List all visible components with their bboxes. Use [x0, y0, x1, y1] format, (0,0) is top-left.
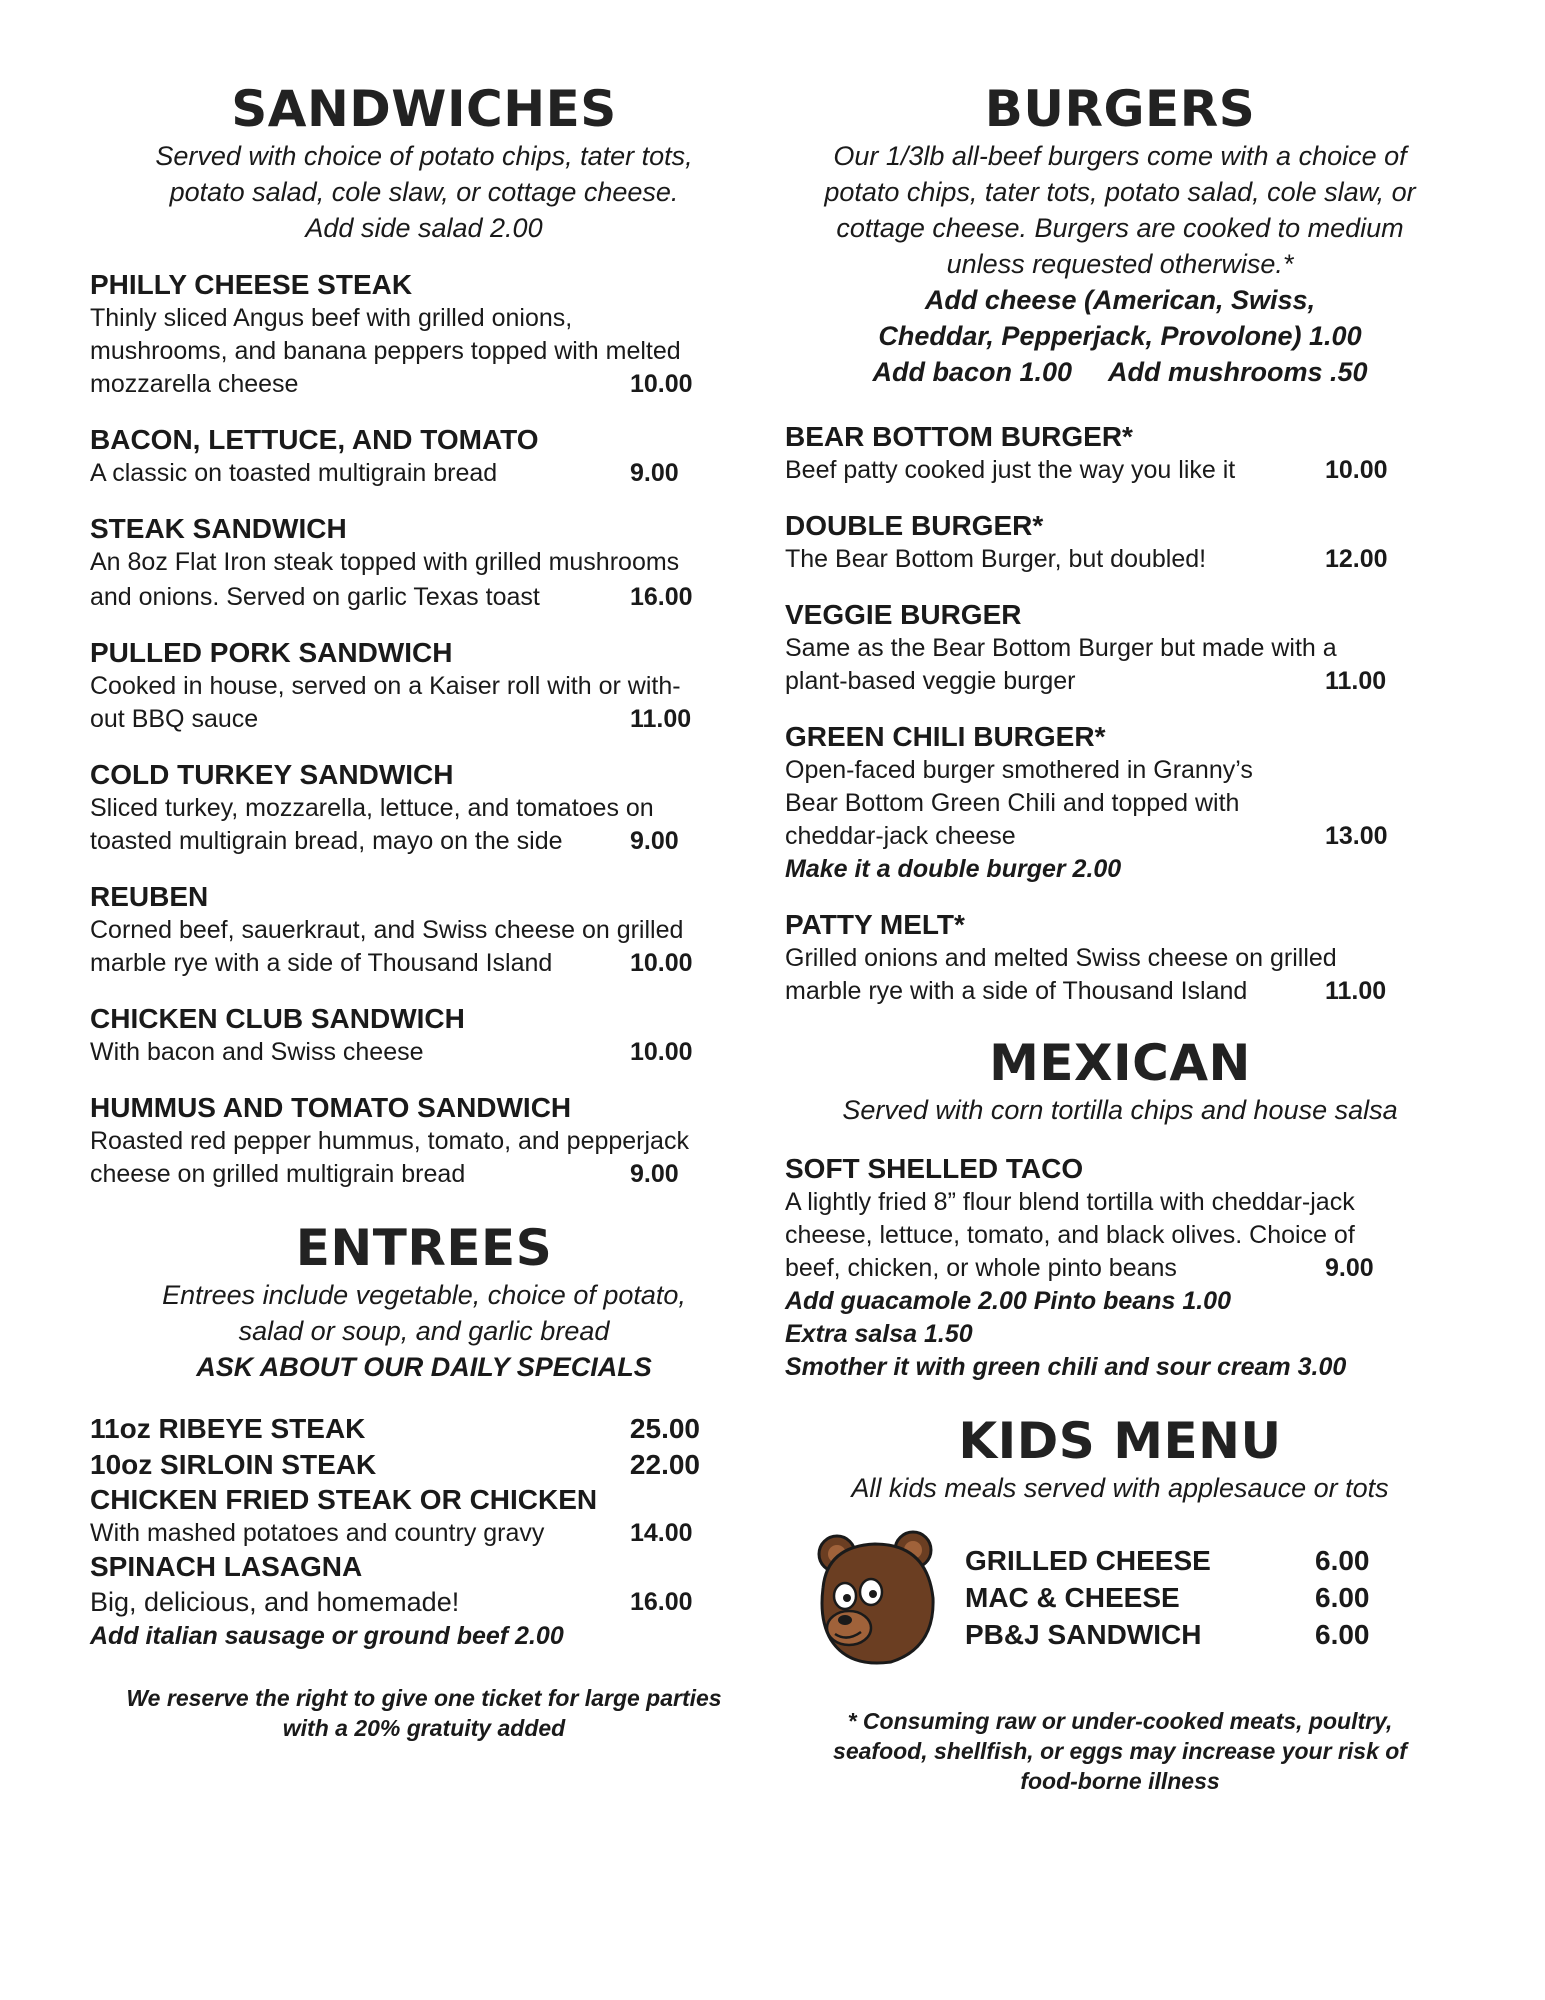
item-price: 22.00	[629, 1449, 700, 1480]
lasagna-addon: Add italian sausage or ground beef 2.00	[90, 1622, 564, 1650]
taco-addon: Add guacamole 2.00 Pinto beans 1.00	[785, 1287, 1231, 1315]
taco-addon: Smother it with green chili and sour cream 3.00	[785, 1353, 1347, 1381]
menu-item-ribeye: 11oz RIBEYE STEAK 25.00	[90, 1411, 700, 1447]
taco-addon: Extra salsa 1.50	[785, 1320, 973, 1348]
item-price: 10.00	[630, 949, 693, 977]
daily-specials-note: ASK ABOUT OUR DAILY SPECIALS	[196, 1352, 652, 1382]
raw-food-disclaimer: * Consuming raw or under-cooked meats, poultry, seafood, shellfish, or eggs may increase your risk of food-borne illness	[833, 1708, 1407, 1794]
menu-item-green-chili-burger: GREEN CHILI BURGER* Open-faced burger smothered in Granny’s Bear Bottom Green Chili and topped with cheddar-jack cheese 13.00 Make it a double burger 2.00	[785, 720, 1455, 886]
menu-item-steak-sandwich: STEAK SANDWICH An 8oz Flat Iron steak topped with grilled mushrooms and onions. Served on garlic Texas toast 16.00	[90, 512, 758, 614]
entrees-subtitle: Entrees include vegetable, choice of potato, salad or soup, and garlic bread ASK ABOUT OUR DAILY SPECIALS	[90, 1277, 758, 1385]
burgers-heading: BURGERS	[984, 80, 1256, 138]
item-price: 9.00	[630, 827, 679, 855]
kids-menu-heading: KIDS MENU	[958, 1412, 1282, 1470]
item-price: 6.00	[1315, 1545, 1370, 1576]
menu-item-sirloin: 10oz SIRLOIN STEAK 22.00	[90, 1447, 700, 1483]
item-price: 11.00	[1325, 667, 1387, 695]
kids-item: MAC & CHEESE 6.00	[965, 1579, 1385, 1616]
menu-item-reuben: REUBEN Corned beef, sauerkraut, and Swiss cheese on grilled marble rye with a side of Thousand Island 10.00	[90, 880, 758, 980]
item-price: 6.00	[1315, 1582, 1370, 1613]
menu-item-bear-bottom-burger: BEAR BOTTOM BURGER* Beef patty cooked just the way you like it 10.00	[785, 420, 1455, 487]
item-price: 9.00	[1325, 1254, 1374, 1282]
menu-item-blt: BACON, LETTUCE, AND TOMATO A classic on toasted multigrain bread 9.00	[90, 423, 758, 490]
sandwich-list	[90, 268, 758, 1191]
sandwiches-heading: SANDWICHES	[231, 80, 617, 138]
item-price: 16.00	[630, 1588, 693, 1616]
bear-icon	[805, 1528, 945, 1668]
item-price: 10.00	[630, 1038, 693, 1066]
mexican-heading: MEXICAN	[989, 1034, 1251, 1092]
kids-item: PB&J SANDWICH 6.00	[965, 1616, 1385, 1653]
green-chili-addon: Make it a double burger 2.00	[785, 855, 1122, 883]
item-price: 16.00	[630, 583, 693, 611]
left-column	[90, 80, 758, 1743]
entrees-heading: ENTREES	[295, 1219, 553, 1277]
menu-item-veggie-burger: VEGGIE BURGER Same as the Bear Bottom Burger but made with a plant-based veggie burger 11.00	[785, 598, 1455, 698]
item-price: 9.00	[630, 459, 679, 487]
kids-menu-subtitle: All kids meals served with applesauce or tots	[851, 1473, 1389, 1503]
item-price: 9.00	[630, 1160, 679, 1188]
item-price: 11.00	[630, 705, 692, 733]
right-column	[785, 80, 1455, 1796]
kids-item: GRILLED CHEESE 6.00	[965, 1542, 1385, 1579]
menu-item-cold-turkey: COLD TURKEY SANDWICH Sliced turkey, mozzarella, lettuce, and tomatoes on toasted multigrain bread, mayo on the side 9.00	[90, 758, 758, 858]
kids-item-list	[965, 1542, 1385, 1653]
item-price: 6.00	[1315, 1619, 1370, 1650]
item-price: 13.00	[1325, 822, 1388, 850]
item-price: 11.00	[1325, 977, 1387, 1005]
burger-addons-bacon-mushrooms: Add bacon 1.00 Add mushrooms .50	[872, 357, 1368, 387]
burgers-subtitle: Our 1/3lb all-beef burgers come with a choice of potato chips, tater tots, potato salad, cole slaw, or cottage cheese. Burgers are cooked to medium unless requested otherwise.* Add cheese (American, Swiss, Cheddar, Pepperjack, Provolone) 1.00 Add bacon 1.00 Add mushrooms .50	[785, 138, 1455, 390]
kids-menu-block	[785, 1528, 1455, 1678]
menu-item-chicken-club: CHICKEN CLUB SANDWICH With bacon and Swiss cheese 10.00	[90, 1002, 758, 1069]
item-price: 25.00	[629, 1413, 700, 1444]
menu-item-philly: PHILLY CHEESE STEAK Thinly sliced Angus beef with grilled onions, mushrooms, and banana peppers topped with melted mozzarella cheese 10.00	[90, 268, 758, 401]
menu-item-chicken-fried-steak: CHICKEN FRIED STEAK OR CHICKEN With mashed potatoes and country gravy 14.00	[90, 1483, 758, 1550]
menu-item-hummus: HUMMUS AND TOMATO SANDWICH Roasted red pepper hummus, tomato, and pepperjack cheese on grilled multigrain bread 9.00	[90, 1091, 758, 1191]
item-price: 14.00	[630, 1519, 693, 1547]
entree-list	[90, 1411, 758, 1653]
menu-item-spinach-lasagna: SPINACH LASAGNA Big, delicious, and homemade! 16.00 Add italian sausage or ground beef 2.00	[90, 1550, 758, 1653]
menu-item-double-burger: DOUBLE BURGER* The Bear Bottom Burger, but doubled! 12.00	[785, 509, 1455, 576]
menu-item-soft-shelled-taco: SOFT SHELLED TACO A lightly fried 8” flour blend tortilla with cheddar-jack cheese, lettuce, tomato, and black olives. Choice of beef, chicken, or whole pinto beans 9.00 Add guacamole 2.00 Pinto beans 1.00 Extra salsa 1.50 Smother it with green chili and sour cream 3.00	[785, 1152, 1455, 1384]
mexican-list	[785, 1152, 1455, 1384]
menu-item-patty-melt: PATTY MELT* Grilled onions and melted Swiss cheese on grilled marble rye with a side of Thousand Island 11.00	[785, 908, 1455, 1008]
sandwiches-subtitle: Served with choice of potato chips, tater tots, potato salad, cole slaw, or cottage cheese. Add side salad 2.00	[155, 141, 693, 243]
burger-list	[785, 420, 1455, 1008]
item-price: 12.00	[1325, 545, 1388, 573]
large-party-note: We reserve the right to give one ticket for large parties with a 20% gratuity added	[126, 1685, 722, 1741]
item-price: 10.00	[1325, 456, 1388, 484]
menu-item-pulled-pork: PULLED PORK SANDWICH Cooked in house, served on a Kaiser roll with or with- out BBQ sauce 11.00	[90, 636, 758, 736]
item-price: 10.00	[630, 370, 693, 398]
mexican-subtitle: Served with corn tortilla chips and house salsa	[842, 1095, 1398, 1125]
